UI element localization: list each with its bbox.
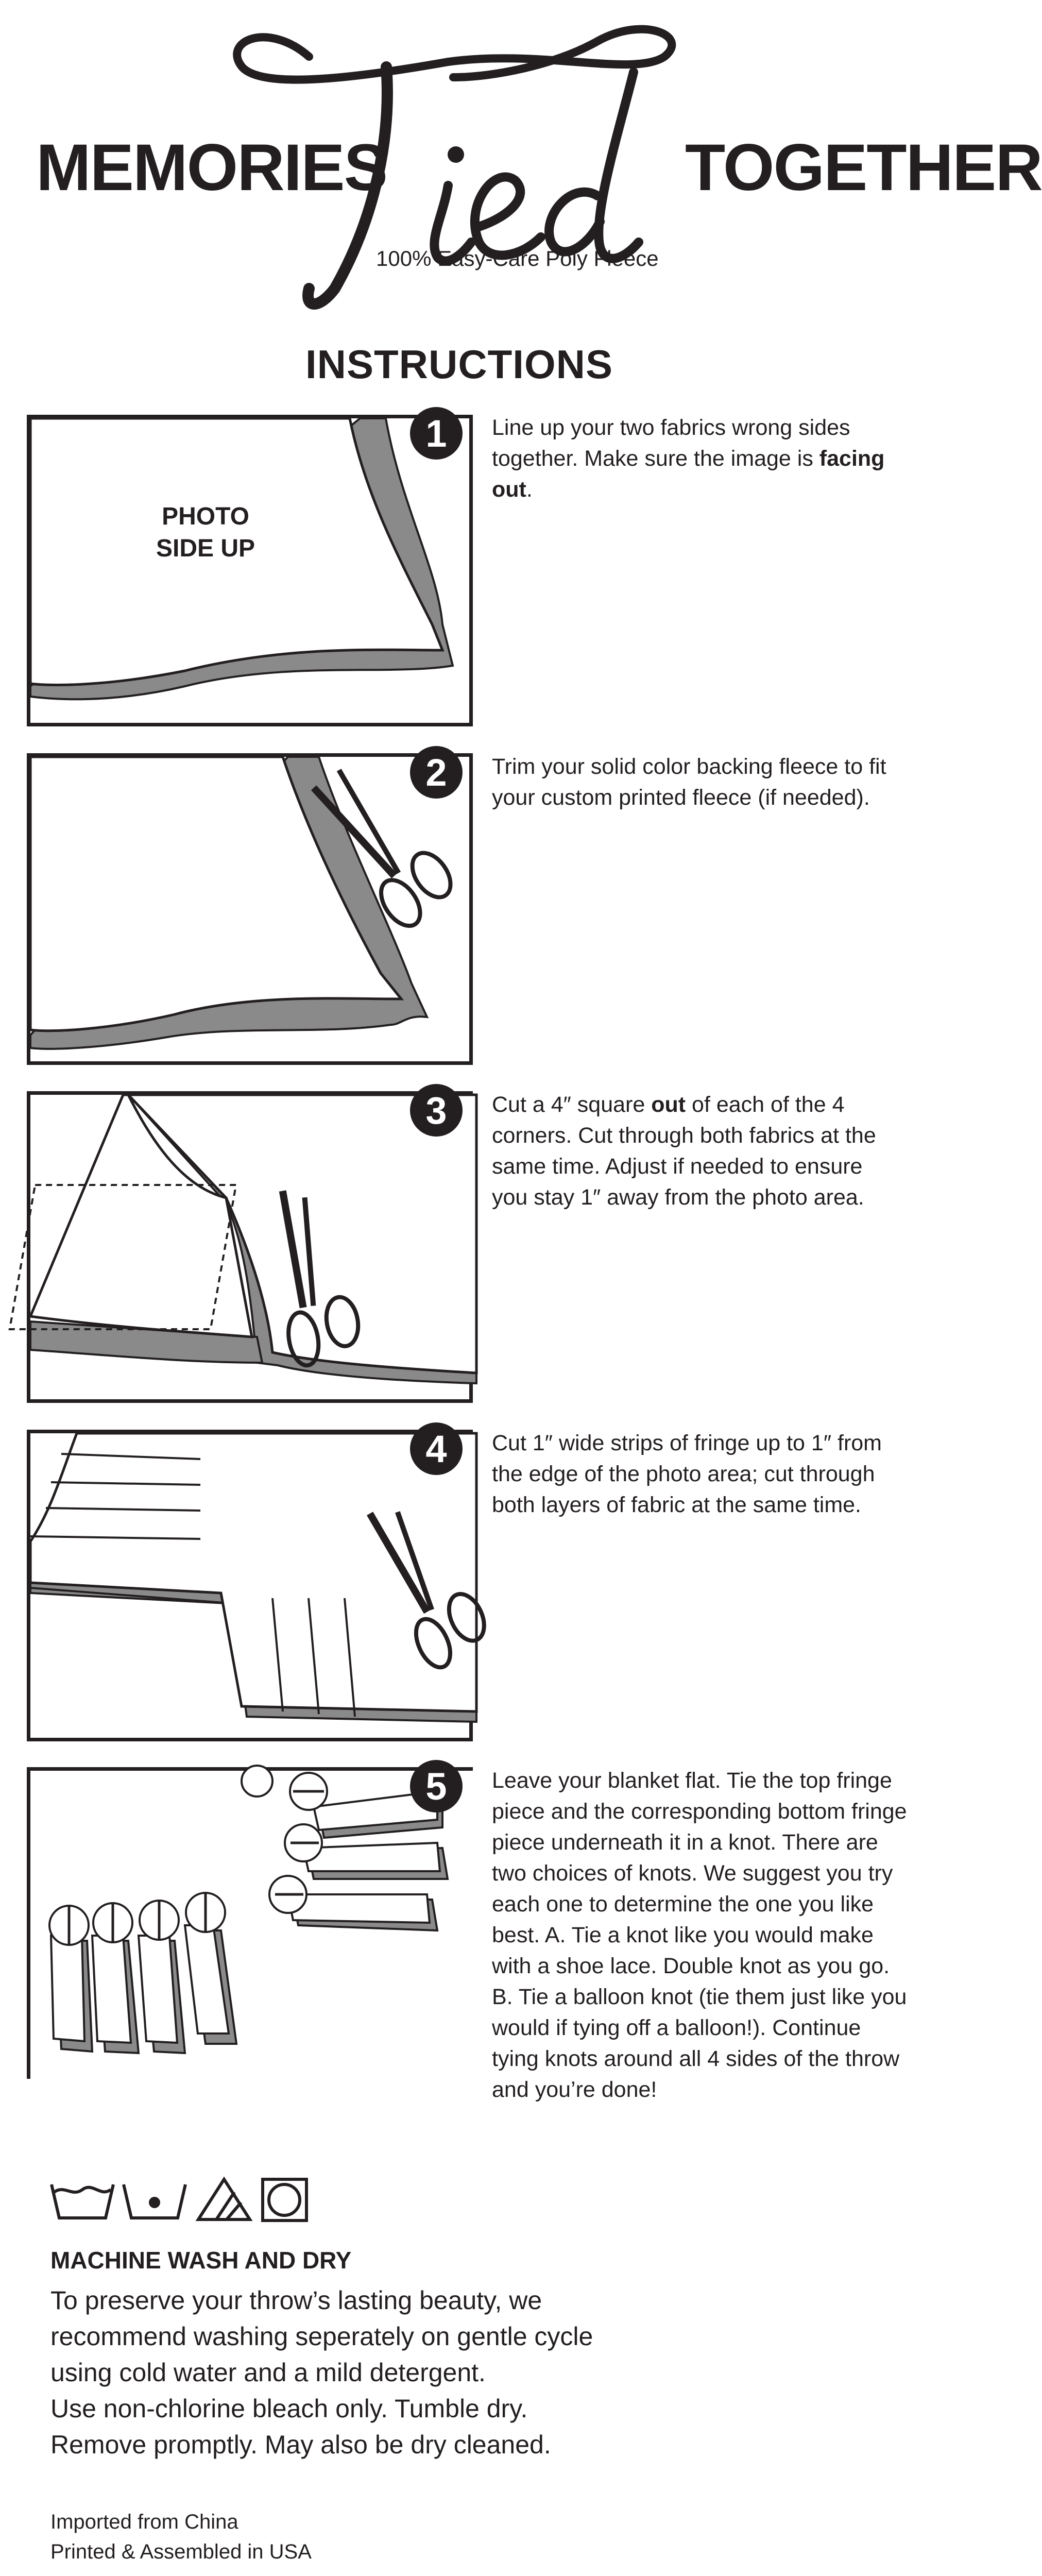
step-4-illustration	[27, 1430, 473, 1741]
tumble-dry-icon	[124, 2184, 185, 2218]
dry-clean-icon	[263, 2179, 306, 2221]
photo-side-up-label: PHOTO SIDE UP	[156, 503, 255, 562]
step-3-text: Cut a 4″ square out of each of the 4 corners. Cut through both fabrics at the same time. Adjust if needed to ensure you stay 1″ away from the photo area.	[492, 1092, 876, 1210]
step-5-text: Leave your blanket flat. Tie the top fringe piece and the corresponding bottom fringe piece underneath it in a knot. There are two choices of knots. We suggest you try each one to determine the one you like best. A. Tie a knot like you would make with a shoe lace. Double knot as you go. B. Tie a balloon knot (tie them just like you would if tying off a balloon!). Continue tying knots around all 4 sides of the throw and you’re done!	[492, 1768, 907, 2102]
title-together: TOGETHER	[685, 131, 1042, 205]
step-3-illustration	[27, 1091, 473, 1403]
care-instructions: To preserve your throw’s lasting beauty, we recommend washing seperately on gentle cycle using cold water and a mild detergent. Use non-chlorine bleach only. Tumble dry. Remove promptly. May also be dry cleaned.	[50, 2286, 593, 2459]
header	[0, 0, 1042, 330]
care-title: MACHINE WASH AND DRY	[50, 2247, 352, 2274]
step-1-text: Line up your two fabrics wrong sides together. Make sure the image is facing out.	[492, 415, 885, 502]
instructions-heading: INSTRUCTIONS	[305, 342, 613, 387]
step-5-badge: 5	[410, 1760, 463, 1812]
step-2-text: Trim your solid color backing fleece to fit your custom printed fleece (if needed).	[492, 754, 886, 810]
title-memories: MEMORIES	[36, 131, 387, 205]
step-4-text: Cut 1″ wide strips of fringe up to 1″ from the edge of the photo area; cut through both layers of fabric at the same time.	[492, 1431, 882, 1517]
origin-info: Imported from China Printed & Assembled in USA	[50, 2511, 312, 2563]
care-symbols	[49, 2174, 317, 2228]
wash-cold-icon	[52, 2184, 113, 2218]
non-chlorine-bleach-icon	[198, 2179, 250, 2219]
step-2-illustration	[27, 753, 473, 1065]
step-4-badge: 4	[410, 1422, 463, 1475]
step-1-illustration	[27, 415, 473, 726]
step-1-badge: 1	[410, 407, 463, 460]
subtitle: 100% Easy-Care Poly Fleece	[376, 246, 659, 270]
step-2-badge: 2	[410, 746, 463, 799]
step-5-illustration	[27, 1767, 473, 2079]
step-3-badge: 3	[410, 1084, 463, 1137]
